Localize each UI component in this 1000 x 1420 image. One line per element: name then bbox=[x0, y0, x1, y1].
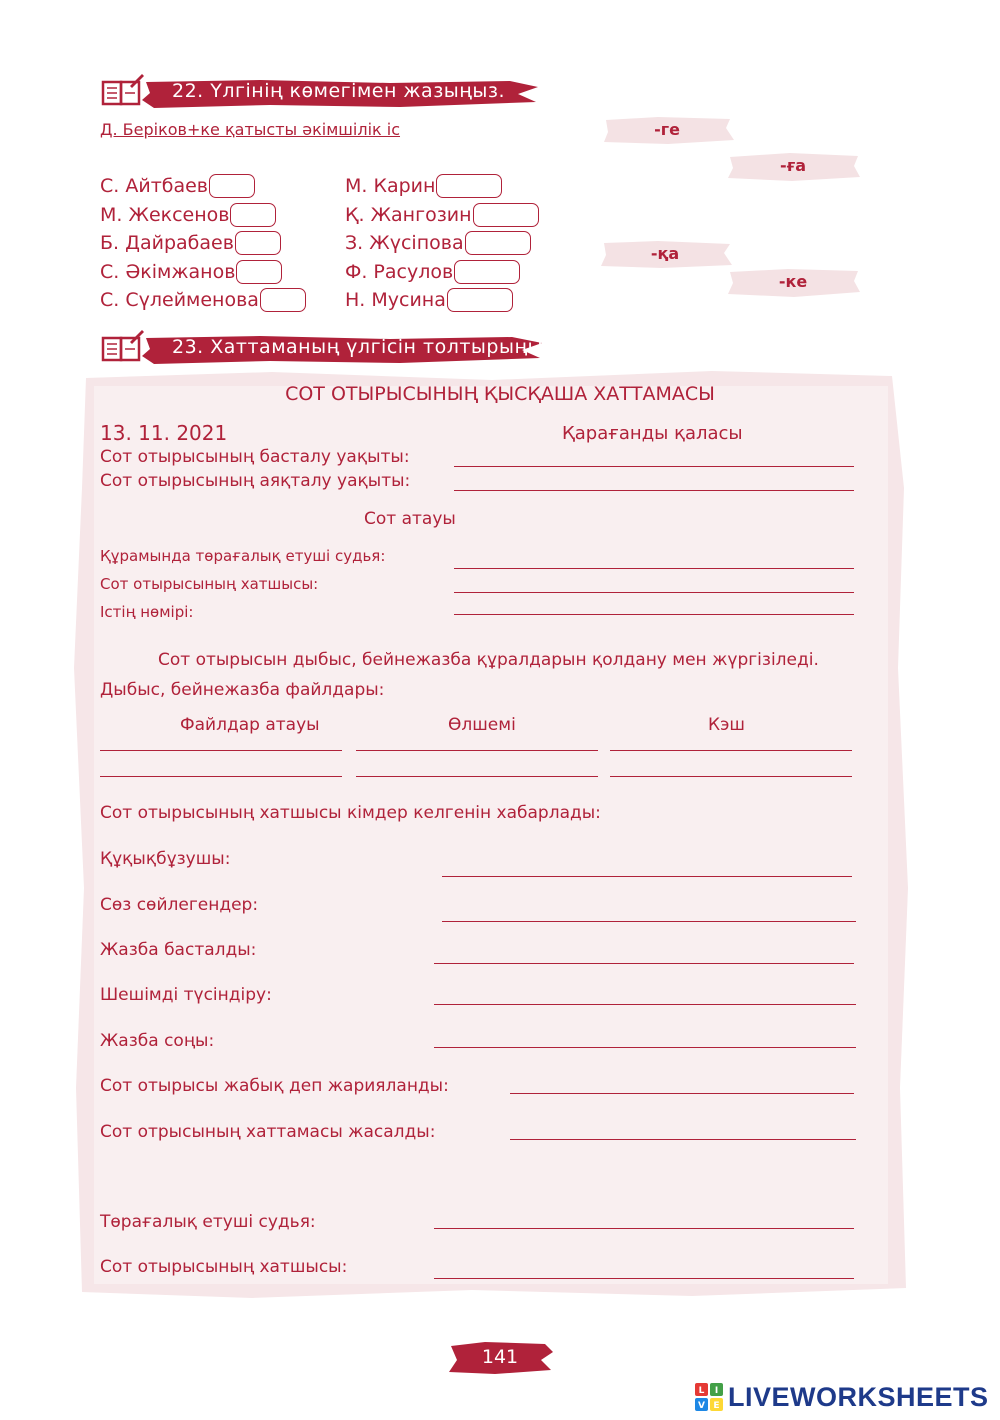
suffix-drop-box[interactable] bbox=[230, 203, 276, 227]
attendance-label: Сот отырысының хатшысы кімдер келгенін хабарлады: bbox=[100, 803, 601, 823]
presiding-judge-label: Құрамында төрағалық етуші судья: bbox=[100, 547, 386, 565]
name-row bbox=[100, 203, 276, 229]
closed-label: Сот отырысы жабық деп жарияланды: bbox=[100, 1076, 449, 1096]
sample-sentence: Д. Беріков+ке қатысты әкімшілік іс bbox=[100, 120, 401, 139]
secretary-field[interactable] bbox=[454, 592, 854, 593]
case-number-field[interactable] bbox=[454, 614, 854, 615]
name-row bbox=[100, 288, 306, 314]
col-size: Өлшемі bbox=[448, 715, 516, 735]
name-row bbox=[100, 231, 281, 257]
recording-end-label: Жазба соңы: bbox=[100, 1031, 215, 1051]
name-label: С. Әкімжанов bbox=[100, 261, 236, 283]
suffix-drop-box[interactable] bbox=[436, 174, 502, 198]
page-number-badge bbox=[445, 1338, 555, 1378]
name-label: С. Сүлейменова bbox=[100, 289, 259, 311]
suffix-drop-box[interactable] bbox=[465, 231, 531, 255]
exercise-23-title: 23. Хаттаманың үлгісін толтырыңыз. bbox=[172, 336, 561, 358]
name-row bbox=[345, 288, 513, 314]
name-row bbox=[345, 174, 502, 200]
name-label: Б. Дайрабаев bbox=[100, 232, 234, 254]
recording-started-field[interactable] bbox=[434, 963, 854, 964]
decision-label: Шешімді түсіндіру: bbox=[100, 985, 272, 1005]
name-label: М. Жексенов bbox=[100, 204, 230, 226]
speakers-field[interactable] bbox=[442, 921, 856, 922]
file-name-field[interactable] bbox=[100, 776, 342, 777]
closed-field[interactable] bbox=[510, 1093, 854, 1094]
case-number-label: Істің нөмірі: bbox=[100, 603, 194, 621]
name-row bbox=[100, 174, 255, 200]
protocol-card bbox=[72, 368, 910, 1300]
start-time-field[interactable] bbox=[454, 466, 854, 467]
book-pencil-icon bbox=[100, 72, 144, 108]
sign-judge-field[interactable] bbox=[434, 1228, 854, 1229]
court-name-label: Сот атауы bbox=[364, 509, 456, 529]
sign-secretary-label: Сот отырысының хатшысы: bbox=[100, 1257, 348, 1277]
suffix-drop-box[interactable] bbox=[473, 203, 539, 227]
exercise-22-header bbox=[100, 72, 540, 112]
sign-secretary-field[interactable] bbox=[434, 1278, 854, 1279]
start-time-label: Сот отырысының басталу уақыты: bbox=[100, 447, 410, 467]
protocol-city: Қарағанды қаласы bbox=[562, 423, 743, 444]
brand-wordmark: LIVEWORKSHEETS bbox=[728, 1382, 989, 1412]
recording-end-field[interactable] bbox=[434, 1047, 856, 1048]
exercise-23-header bbox=[100, 328, 561, 368]
svg-text:E: E bbox=[713, 1401, 720, 1411]
suffix-drop-box[interactable] bbox=[260, 288, 306, 312]
name-label: Қ. Жангозин bbox=[345, 204, 472, 226]
name-row bbox=[100, 260, 282, 286]
suffix-drop-box[interactable] bbox=[209, 174, 255, 198]
drafted-label: Сот отрысының хаттамасы жасалды: bbox=[100, 1122, 436, 1142]
name-label: Ф. Расулов bbox=[345, 261, 454, 283]
name-label: М. Карин bbox=[345, 175, 436, 197]
liveworksheets-logo-icon bbox=[694, 1382, 724, 1412]
recording-note: Сот отырысын дыбыс, бейнежазба құралдарын қолдану мен жүргізіледі. bbox=[158, 650, 819, 670]
suffix-drop-box[interactable] bbox=[454, 260, 520, 284]
file-name-field[interactable] bbox=[100, 750, 342, 751]
drafted-field[interactable] bbox=[510, 1139, 856, 1140]
suffix-chip-ke[interactable]: -ке bbox=[724, 266, 862, 300]
suffix-chip-ge[interactable]: -ге bbox=[598, 114, 736, 148]
suffix-chip-ga[interactable]: -ға bbox=[724, 150, 862, 184]
offender-field[interactable] bbox=[442, 876, 852, 877]
protocol-date: 13. 11. 2021 bbox=[100, 421, 228, 445]
file-hash-field[interactable] bbox=[610, 776, 852, 777]
recording-started-label: Жазба басталды: bbox=[100, 940, 257, 960]
presiding-judge-field[interactable] bbox=[454, 568, 854, 569]
suffix-drop-box[interactable] bbox=[447, 288, 513, 312]
suffix-drop-box[interactable] bbox=[235, 231, 281, 255]
name-row bbox=[345, 260, 520, 286]
offender-label: Құқықбұзушы: bbox=[100, 849, 231, 869]
name-row bbox=[345, 203, 539, 229]
file-hash-field[interactable] bbox=[610, 750, 852, 751]
sign-judge-label: Төрағалық етуші судья: bbox=[100, 1212, 316, 1232]
name-row bbox=[345, 231, 531, 257]
speakers-label: Сөз сөйлегендер: bbox=[100, 895, 259, 915]
name-label: Н. Мусина bbox=[345, 289, 446, 311]
end-time-label: Сот отырысының аяқталу уақыты: bbox=[100, 471, 411, 491]
exercise-22-title: 22. Үлгінің көмегімен жазыңыз. bbox=[172, 80, 505, 102]
svg-text:L: L bbox=[698, 1386, 705, 1396]
col-hash: Кэш bbox=[708, 715, 745, 735]
page-number: 141 bbox=[481, 1346, 519, 1368]
end-time-field[interactable] bbox=[454, 490, 854, 491]
svg-text:I: I bbox=[714, 1386, 719, 1396]
svg-text:V: V bbox=[698, 1401, 705, 1411]
file-size-field[interactable] bbox=[356, 750, 598, 751]
file-size-field[interactable] bbox=[356, 776, 598, 777]
secretary-label: Сот отырысының хатшысы: bbox=[100, 575, 319, 593]
name-label: З. Жүсіпова bbox=[345, 232, 464, 254]
protocol-heading: СОТ ОТЫРЫСЫНЫҢ ҚЫСҚАША ХАТТАМАСЫ bbox=[285, 383, 715, 405]
suffix-drop-box[interactable] bbox=[236, 260, 282, 284]
name-label: С. Айтбаев bbox=[100, 175, 209, 197]
suffix-chip-qa[interactable]: -қа bbox=[596, 238, 734, 272]
decision-field[interactable] bbox=[434, 1004, 856, 1005]
book-pencil-icon bbox=[100, 328, 144, 364]
files-label: Дыбыс, бейнежазба файлдары: bbox=[100, 680, 385, 700]
col-file-name: Файлдар атауы bbox=[180, 715, 320, 735]
